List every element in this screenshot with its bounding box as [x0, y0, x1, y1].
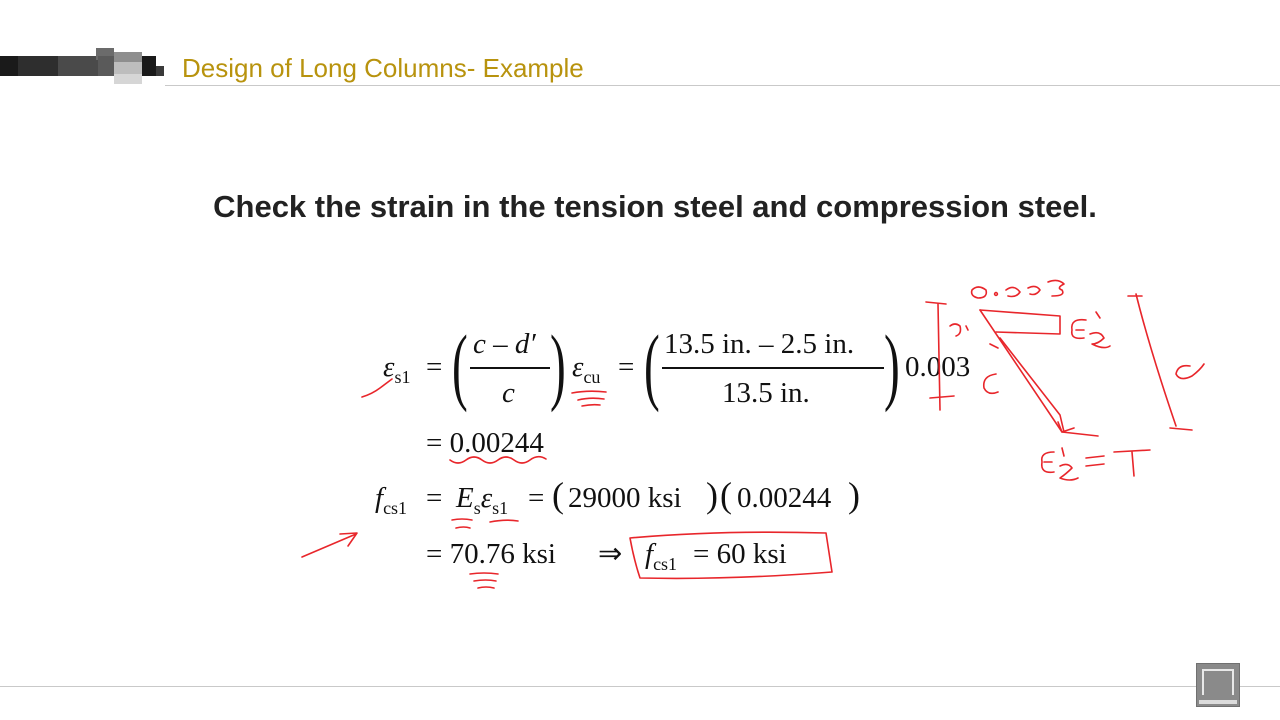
- result-strain: = 0.00244: [426, 427, 544, 459]
- factor-0003: 0.003: [905, 351, 971, 383]
- fraction-denominator-value: 13.5 in.: [722, 377, 810, 409]
- paren-00244-open: (: [720, 475, 732, 515]
- paren-29000: (: [552, 475, 564, 515]
- f-cs1-boxed: $f_{cs1}$: [645, 538, 678, 574]
- eps-s1-symbol: $\varepsilon_{s1}$: [383, 351, 411, 387]
- logo-emblem: [1202, 669, 1234, 695]
- logo-caption: [1199, 700, 1237, 704]
- left-paren-2: (: [644, 317, 660, 413]
- implies-arrow: ⇒: [598, 538, 623, 570]
- equals-1: =: [426, 351, 443, 383]
- paren-29000-close: ): [706, 475, 718, 515]
- slide-title: Design of Long Columns- Example: [182, 53, 584, 83]
- slide-heading: Check the strain in the tension steel and compression steel.: [213, 189, 1097, 224]
- fraction-numerator-values: 13.5 in. – 2.5 in.: [664, 328, 855, 360]
- result-stress: = 70.76 ksi: [426, 538, 556, 570]
- equals-4: =: [528, 482, 545, 514]
- es-eps-product: $E_s\varepsilon_{s1}$: [456, 482, 509, 518]
- right-paren-1: ): [550, 317, 566, 413]
- boxed-value: = 60 ksi: [693, 538, 787, 570]
- value-00244: 0.00244: [737, 482, 832, 514]
- fraction-numerator-cd: c – d′: [473, 328, 536, 360]
- eps-cu-symbol: $\varepsilon_{cu}$: [572, 351, 601, 387]
- university-logo: [1196, 663, 1240, 707]
- value-29000: 29000 ksi: [568, 482, 682, 514]
- paren-00244-close: ): [848, 475, 860, 515]
- equals-2: =: [618, 351, 635, 383]
- fraction-denominator-c: c: [502, 377, 515, 409]
- right-paren-2: ): [884, 317, 900, 413]
- footer-divider: [0, 686, 1280, 687]
- f-cs1-symbol: $f_{cs1}$: [375, 482, 408, 518]
- equals-3: =: [426, 482, 443, 514]
- left-paren-1: (: [452, 317, 468, 413]
